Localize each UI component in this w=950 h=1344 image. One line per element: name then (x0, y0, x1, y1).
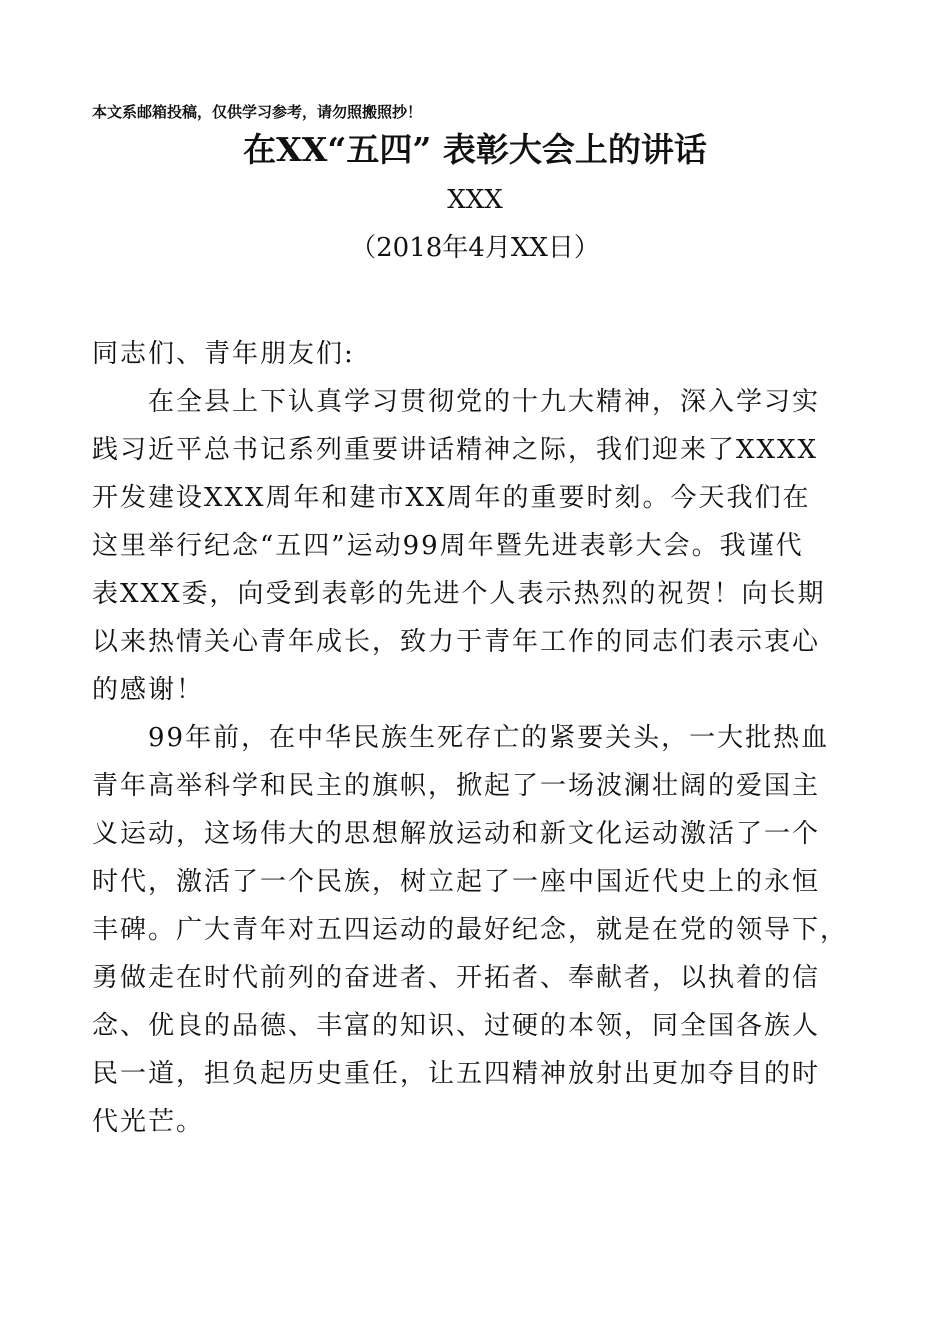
paragraph-2-line: 青年高举科学和民主的旗帜，掀起了一场波澜壮阔的爱国主 (92, 771, 821, 801)
paragraph-2-line: 勇做走在时代前列的奋进者、开拓者、奉献者，以执着的信 (92, 963, 821, 993)
paragraph-1-line: 这里举行纪念“五四”运动99周年暨先进表彰大会。我谨代 (92, 531, 804, 561)
author-name: XXX (447, 185, 503, 215)
salutation: 同志们、青年朋友们: (92, 339, 355, 369)
paragraph-1-line: 以来热情关心青年成长，致力于青年工作的同志们表示衷心 (92, 627, 821, 657)
speech-date: （2018年4月XX日） (350, 233, 600, 263)
paragraph-1-line: 表XXX委，向受到表彰的先进个人表示热烈的祝贺！向长期 (92, 579, 826, 609)
paragraph-2-line: 丰碑。广大青年对五四运动的最好纪念，就是在党的领导下， (92, 915, 849, 945)
paragraph-2-line: 义运动，这场伟大的思想解放运动和新文化运动激活了一个 (92, 819, 821, 849)
paragraph-2-line: 代光芒。 (92, 1107, 205, 1137)
paragraph-1-line: 开发建设XXX周年和建市XX周年的重要时刻。今天我们在 (92, 483, 811, 513)
paragraph-2-line: 时代，激活了一个民族，树立起了一座中国近代史上的永恒 (92, 867, 821, 897)
paragraph-2-line: 念、优良的品德、丰富的知识、过硬的本领，同全国各族人 (92, 1011, 821, 1041)
submission-notice: 本文系邮箱投稿，仅供学习参考，请勿照搬照抄！ (92, 103, 423, 121)
paragraph-1-line: 在全县上下认真学习贯彻党的十九大精神，深入学习实 (148, 387, 821, 417)
speech-body (92, 330, 872, 1146)
speech-title: 在XX“五四” 表彰大会上的讲话 (243, 130, 707, 169)
paragraph-2-line: 民一道，担负起历史重任，让五四精神放射出更加夺目的时 (92, 1059, 821, 1089)
paragraph-1-line: 的感谢！ (92, 675, 205, 705)
paragraph-1-line: 践习近平总书记系列重要讲话精神之际，我们迎来了XXXX (92, 435, 819, 465)
paragraph-2-line: 99年前，在中华民族生死存亡的紧要关头，一大批热血 (148, 723, 830, 753)
